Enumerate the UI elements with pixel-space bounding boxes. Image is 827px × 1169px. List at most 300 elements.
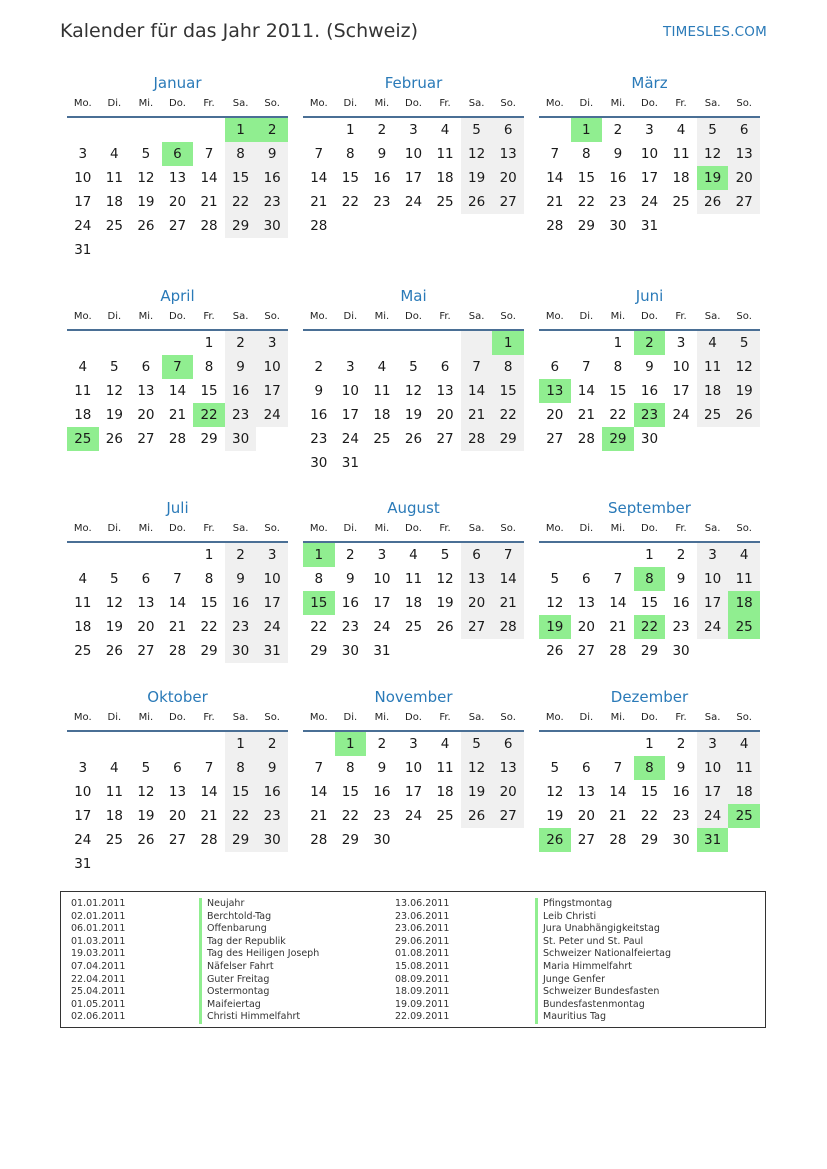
holiday-name: Neujahr	[199, 898, 319, 911]
empty-cell	[130, 331, 162, 355]
weekday-label: Di.	[107, 523, 122, 534]
page-title: Kalender für das Jahr 2011. (Schweiz)	[60, 20, 419, 42]
weekday-header	[67, 94, 288, 118]
holiday-day-cell: 1	[225, 118, 257, 142]
weekday-header	[539, 708, 760, 732]
weekday-label: Fr.	[675, 98, 687, 109]
weekday-label: Mo.	[545, 311, 564, 322]
day-cell: 14	[310, 170, 328, 186]
weekday-label: Sa.	[468, 523, 485, 534]
day-cell: 1	[645, 547, 654, 563]
day-cell: 27	[728, 190, 760, 214]
month-name: Juli	[166, 499, 189, 517]
holiday-date: 29.06.2011	[395, 935, 450, 947]
day-cell: 3	[697, 543, 729, 567]
weekday-label: Fr.	[203, 712, 215, 723]
empty-cell	[539, 732, 571, 756]
day-cell: 29	[225, 828, 257, 852]
day-cell: 14	[168, 595, 187, 611]
day-cell: 22	[310, 619, 328, 635]
day-cell: 23	[310, 431, 328, 447]
day-cell: 1	[204, 547, 214, 563]
day-cell: 4	[440, 122, 450, 138]
weekday-header	[303, 708, 524, 732]
day-cell: 3	[697, 732, 729, 756]
day-cell: 11	[404, 571, 423, 587]
empty-cell	[67, 732, 99, 756]
day-cell: 7	[314, 760, 324, 776]
day-cell: 2	[613, 122, 623, 138]
day-cell: 15	[609, 383, 627, 399]
day-cell: 20	[436, 407, 454, 423]
day-cell: 13	[168, 784, 187, 800]
weekday-label: Sa.	[704, 98, 721, 109]
day-cell: 27	[546, 431, 564, 447]
day-cell: 31	[373, 643, 391, 659]
weekday-label: Sa.	[232, 311, 249, 322]
month-name: Februar	[384, 74, 443, 92]
weekday-label: Fr.	[439, 523, 451, 534]
month-6	[67, 497, 288, 663]
day-cell: 6	[582, 760, 591, 776]
weekday-label: Mi.	[374, 523, 390, 534]
holiday-date: 19.03.2011	[71, 948, 126, 960]
weekday-label: Mi.	[610, 98, 626, 109]
day-cell: 6	[492, 732, 524, 756]
weekday-label: So.	[264, 98, 280, 109]
day-cell: 9	[613, 146, 623, 162]
day-cell: 28	[461, 427, 493, 451]
holiday-name: Schweizer Bundesfasten	[535, 986, 671, 999]
weekday-label: Mo.	[73, 98, 92, 109]
day-cell: 12	[461, 142, 493, 166]
day-cell: 27	[492, 190, 524, 214]
day-cell: 7	[461, 355, 493, 379]
day-cell: 27	[436, 431, 454, 447]
day-cell: 4	[440, 736, 450, 752]
day-cell: 10	[256, 355, 288, 379]
day-cell: 7	[613, 760, 623, 776]
holiday-date: 01.01.2011	[71, 898, 126, 909]
weekday-label: Sa.	[232, 523, 249, 534]
weekday-header	[303, 519, 524, 543]
day-cell: 30	[373, 832, 391, 848]
day-cell: 9	[256, 756, 288, 780]
day-cell: 18	[74, 407, 92, 423]
day-cell: 10	[672, 359, 690, 375]
day-cell: 18	[373, 407, 391, 423]
day-cell: 26	[436, 619, 454, 635]
weekday-label: Di.	[579, 712, 594, 723]
day-cell: 9	[676, 571, 686, 587]
weekday-label: Do.	[405, 311, 422, 322]
month-name: Oktober	[147, 688, 208, 706]
day-cell: 10	[697, 567, 729, 591]
weekday-label: Sa.	[468, 98, 485, 109]
weekday-label: Do.	[169, 311, 186, 322]
day-cell: 23	[672, 619, 690, 635]
weekday-label: So.	[736, 98, 752, 109]
empty-cell	[602, 543, 634, 567]
day-cell: 6	[141, 359, 151, 375]
day-cell: 26	[461, 190, 493, 214]
weekday-label: Di.	[343, 712, 358, 723]
weekday-label: So.	[736, 712, 752, 723]
day-cell: 30	[341, 643, 359, 659]
day-cell: 28	[577, 431, 595, 447]
day-cell: 2	[377, 736, 387, 752]
day-cell: 25	[697, 403, 729, 427]
day-cell: 14	[577, 383, 595, 399]
day-cell: 26	[404, 431, 423, 447]
day-cell: 18	[697, 379, 729, 403]
weekday-header	[67, 708, 288, 732]
day-cell: 30	[672, 643, 690, 659]
day-cell: 26	[546, 643, 564, 659]
month-2	[539, 72, 760, 238]
holiday-day-cell: 22	[634, 615, 666, 639]
day-cell: 28	[310, 218, 328, 234]
weekday-label: Mi.	[374, 98, 390, 109]
day-cell: 14	[200, 784, 218, 800]
day-cell: 4	[78, 571, 88, 587]
day-grid	[303, 732, 524, 852]
day-cell: 30	[672, 832, 690, 848]
weekday-header	[67, 307, 288, 331]
weekday-label: Di.	[343, 311, 358, 322]
day-cell: 10	[74, 784, 92, 800]
weekday-label: Di.	[107, 98, 122, 109]
holiday-day-cell: 19	[697, 166, 729, 190]
day-cell: 20	[137, 407, 155, 423]
empty-cell	[162, 732, 194, 756]
holiday-date: 25.04.2011	[71, 986, 126, 998]
day-cell: 26	[105, 431, 123, 447]
day-cell: 23	[672, 808, 690, 824]
holiday-name: St. Peter und St. Paul	[535, 936, 671, 949]
day-cell: 7	[204, 760, 214, 776]
holiday-day-cell: 26	[539, 828, 571, 852]
holiday-date: 19.09.2011	[395, 998, 450, 1010]
holiday-date: 22.04.2011	[71, 973, 126, 985]
brand-link[interactable]: TIMESLES.COM	[663, 24, 767, 40]
empty-cell	[571, 732, 603, 756]
holiday-name: Berchtold-Tag	[199, 911, 319, 924]
day-cell: 12	[105, 383, 123, 399]
day-cell: 26	[105, 643, 123, 659]
month-8	[539, 497, 760, 663]
day-cell: 16	[225, 591, 257, 615]
day-cell: 11	[74, 383, 92, 399]
day-cell: 26	[697, 190, 729, 214]
day-cell: 7	[613, 571, 623, 587]
weekday-label: Di.	[579, 311, 594, 322]
empty-cell	[162, 543, 194, 567]
empty-cell	[303, 732, 335, 756]
day-cell: 13	[137, 383, 155, 399]
empty-cell	[303, 331, 335, 355]
day-cell: 12	[697, 142, 729, 166]
day-cell: 18	[74, 619, 92, 635]
weekday-header	[303, 307, 524, 331]
day-cell: 27	[492, 804, 524, 828]
holiday-name: Leib Christi	[535, 911, 671, 924]
holiday-day-cell: 25	[728, 615, 760, 639]
day-cell: 12	[546, 784, 564, 800]
weekday-label: Di.	[343, 523, 358, 534]
empty-cell	[303, 118, 335, 142]
holiday-day-cell: 1	[335, 732, 367, 756]
weekday-label: Mo.	[73, 712, 92, 723]
holiday-day-cell: 1	[571, 118, 603, 142]
weekday-label: Mi.	[374, 311, 390, 322]
day-cell: 19	[436, 595, 454, 611]
day-grid	[539, 732, 760, 852]
day-cell: 8	[492, 355, 524, 379]
day-cell: 21	[168, 407, 187, 423]
weekday-label: Mo.	[309, 523, 328, 534]
day-cell: 15	[640, 784, 659, 800]
holiday-day-cell: 8	[634, 567, 666, 591]
day-cell: 21	[609, 808, 627, 824]
day-cell: 29	[225, 214, 257, 238]
day-cell: 20	[546, 407, 564, 423]
day-cell: 3	[377, 547, 387, 563]
weekday-label: Do.	[405, 523, 422, 534]
month-name: Januar	[153, 74, 202, 92]
day-cell: 4	[110, 760, 119, 776]
day-cell: 11	[74, 595, 92, 611]
legend-dates-left	[71, 898, 125, 1024]
day-cell: 24	[256, 403, 288, 427]
day-cell: 20	[577, 808, 595, 824]
day-cell: 17	[404, 170, 423, 186]
day-cell: 31	[74, 856, 92, 872]
day-cell: 2	[314, 359, 324, 375]
holiday-day-cell: 2	[634, 331, 666, 355]
day-cell: 23	[341, 619, 359, 635]
day-cell: 17	[697, 591, 729, 615]
day-cell: 24	[74, 832, 92, 848]
day-cell: 16	[341, 595, 359, 611]
day-cell: 25	[105, 832, 123, 848]
month-name: September	[608, 499, 691, 517]
weekday-label: So.	[264, 712, 280, 723]
empty-cell	[162, 118, 194, 142]
weekday-label: So.	[500, 98, 516, 109]
day-cell: 16	[256, 780, 288, 804]
day-cell: 10	[697, 756, 729, 780]
empty-cell	[539, 543, 571, 567]
empty-cell	[99, 543, 131, 567]
day-cell: 27	[461, 615, 493, 639]
day-cell: 24	[672, 407, 690, 423]
weekday-label: Mi.	[610, 523, 626, 534]
day-grid	[303, 331, 524, 475]
day-cell: 24	[404, 808, 423, 824]
legend-names-left	[199, 898, 319, 1024]
month-name: Dezember	[610, 688, 689, 706]
empty-cell	[461, 331, 493, 355]
holiday-day-cell: 1	[303, 543, 335, 567]
day-cell: 2	[346, 547, 355, 563]
day-cell: 25	[105, 218, 123, 234]
holiday-date: 07.04.2011	[71, 960, 126, 972]
day-cell: 1	[346, 122, 355, 138]
day-cell: 20	[137, 619, 155, 635]
day-cell: 20	[168, 808, 187, 824]
day-cell: 11	[728, 756, 760, 780]
empty-cell	[571, 543, 603, 567]
day-cell: 2	[676, 736, 686, 752]
day-cell: 30	[256, 828, 288, 852]
day-cell: 21	[609, 619, 627, 635]
day-cell: 19	[461, 780, 493, 804]
day-cell: 8	[204, 359, 214, 375]
weekday-label: Mi.	[138, 523, 154, 534]
month-name: Mai	[400, 287, 427, 305]
empty-cell	[130, 118, 162, 142]
empty-cell	[162, 331, 194, 355]
day-cell: 15	[577, 170, 595, 186]
day-cell: 5	[697, 118, 729, 142]
weekday-label: Do.	[641, 98, 658, 109]
legend-dates-right	[395, 898, 449, 1024]
day-cell: 20	[168, 194, 187, 210]
day-cell: 5	[110, 571, 119, 587]
weekday-label: So.	[500, 712, 516, 723]
holiday-day-cell: 31	[697, 828, 729, 852]
day-cell: 28	[546, 218, 564, 234]
day-cell: 3	[346, 359, 355, 375]
day-cell: 12	[105, 595, 123, 611]
day-cell: 6	[173, 760, 182, 776]
weekday-label: Do.	[405, 98, 422, 109]
day-cell: 26	[461, 804, 493, 828]
holiday-date: 02.01.2011	[71, 910, 126, 922]
weekday-label: Mo.	[545, 712, 564, 723]
weekday-label: Di.	[579, 98, 594, 109]
day-cell: 27	[168, 832, 187, 848]
day-cell: 24	[640, 194, 659, 210]
day-cell: 31	[74, 242, 92, 258]
day-cell: 19	[105, 407, 123, 423]
day-cell: 19	[728, 379, 760, 403]
holiday-date: 15.08.2011	[395, 960, 450, 972]
weekday-label: Mo.	[73, 311, 92, 322]
weekday-label: Fr.	[675, 523, 687, 534]
day-cell: 28	[168, 431, 187, 447]
day-cell: 14	[168, 383, 187, 399]
day-cell: 2	[225, 543, 257, 567]
day-cell: 10	[74, 170, 92, 186]
day-cell: 29	[200, 431, 218, 447]
holiday-name: Maifeiertag	[199, 999, 319, 1012]
day-cell: 22	[200, 619, 218, 635]
day-cell: 29	[640, 832, 659, 848]
day-cell: 21	[200, 808, 218, 824]
weekday-label: Mo.	[309, 712, 328, 723]
holiday-name: Näfelser Fahrt	[199, 961, 319, 974]
day-cell: 24	[697, 615, 729, 639]
day-cell: 7	[550, 146, 560, 162]
holiday-date: 13.06.2011	[395, 898, 450, 909]
day-cell: 13	[492, 756, 524, 780]
weekday-label: Sa.	[704, 523, 721, 534]
day-cell: 31	[640, 218, 659, 234]
day-grid	[539, 331, 760, 451]
day-cell: 20	[461, 591, 493, 615]
day-cell: 5	[461, 732, 493, 756]
weekday-header	[539, 519, 760, 543]
day-cell: 15	[341, 784, 359, 800]
day-cell: 14	[310, 784, 328, 800]
day-cell: 12	[404, 383, 423, 399]
empty-cell	[67, 118, 99, 142]
day-cell: 25	[436, 194, 454, 210]
day-cell: 11	[373, 383, 391, 399]
month-10	[303, 686, 524, 852]
day-cell: 15	[492, 379, 524, 403]
weekday-label: Mo.	[309, 311, 328, 322]
day-cell: 24	[74, 218, 92, 234]
day-grid	[303, 118, 524, 238]
weekday-label: Mi.	[138, 712, 154, 723]
legend-names-right	[535, 898, 671, 1024]
day-cell: 13	[728, 142, 760, 166]
holiday-day-cell: 6	[162, 142, 194, 166]
day-cell: 20	[728, 166, 760, 190]
month-11	[539, 686, 760, 852]
weekday-label: So.	[736, 311, 752, 322]
day-cell: 30	[310, 455, 328, 471]
day-cell: 4	[676, 122, 686, 138]
holiday-day-cell: 13	[539, 379, 571, 403]
day-cell: 11	[436, 760, 454, 776]
holiday-day-cell: 23	[634, 403, 666, 427]
day-grid	[539, 543, 760, 663]
day-cell: 22	[640, 808, 659, 824]
holiday-day-cell: 29	[602, 427, 634, 451]
holiday-date: 22.09.2011	[395, 1011, 450, 1023]
weekday-header	[67, 519, 288, 543]
day-cell: 21	[310, 194, 328, 210]
day-cell: 3	[256, 331, 288, 355]
day-cell: 18	[404, 595, 423, 611]
holiday-date: 02.06.2011	[71, 1011, 126, 1023]
day-cell: 12	[137, 170, 155, 186]
holiday-day-cell: 25	[67, 427, 99, 451]
day-cell: 22	[609, 407, 627, 423]
day-cell: 19	[404, 407, 423, 423]
holiday-name: Offenbarung	[199, 923, 319, 936]
weekday-label: Fr.	[203, 311, 215, 322]
weekday-label: Di.	[579, 523, 594, 534]
day-cell: 21	[461, 403, 493, 427]
day-cell: 16	[640, 383, 659, 399]
day-cell: 7	[204, 146, 214, 162]
day-cell: 22	[225, 190, 257, 214]
day-cell: 8	[204, 571, 214, 587]
day-cell: 30	[256, 214, 288, 238]
day-cell: 4	[377, 359, 387, 375]
day-cell: 22	[225, 804, 257, 828]
day-cell: 16	[672, 595, 690, 611]
day-cell: 24	[341, 431, 359, 447]
day-cell: 31	[256, 639, 288, 663]
day-cell: 13	[461, 567, 493, 591]
day-cell: 9	[377, 146, 387, 162]
